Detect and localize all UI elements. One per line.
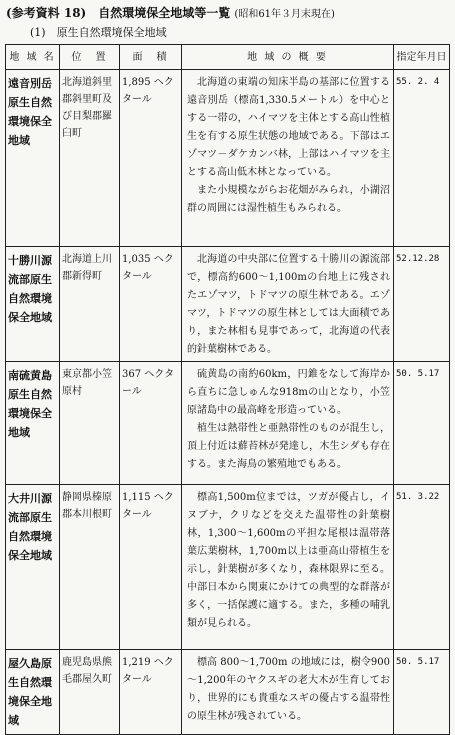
table-row — [6, 650, 450, 735]
as-of-date: (昭和61年３月末現在) — [234, 9, 335, 20]
area-location: 東京都小笠原村 — [60, 362, 120, 485]
area-size: 1,035 ヘクタール — [120, 247, 182, 362]
summary-paragraph: 硫黄島の南約60km，円錐をなして海岸から直ちに急しゅんな918mの山となり，小笠原諸島中の最高峰を形造っている。 — [187, 369, 390, 416]
area-location: 静岡県榛原郡本川根町 — [60, 485, 120, 650]
area-size: 1,219 ヘクタール — [120, 650, 182, 735]
area-name: 十勝川源流部原生自然環境保全地域 — [6, 247, 60, 362]
area-size: 1,115 ヘクタール — [120, 485, 182, 650]
designation-date: 55. 2. 4 — [394, 70, 450, 247]
area-location: 鹿児島県熊毛郡屋久町 — [60, 650, 120, 735]
table-row — [6, 247, 450, 362]
table-row — [6, 362, 450, 485]
summary-paragraph: 北海道の中央部に位置する十勝川の源流部で，標高約600～1,100mの台地上に残されたエゾマツ，トドマツの原生林である。エゾマツ，トドマツの原生林としては大面積であり，また林相も見事であって，北海道の代表的針葉樹林である。 — [187, 254, 390, 355]
area-summary — [182, 650, 394, 735]
summary-paragraph: 標高1,500m位までは，ツガが優占し，イヌブナ，クリなどを交えた温帯性の針葉樹林，1,300～1,600mの平担な尾根は温帯落葉広葉樹林，1,700m以上は亜高山帯植生を示し，針葉樹が多くなり，森林限界に至る。中部日本から関東にかけての典型的な群落が多く，一括保護に適する。また，多種の哺乳類が見られる。 — [187, 492, 390, 629]
area-name: 遠音別岳原生自然環境保全地域 — [6, 70, 60, 247]
designation-date: 52.12.28 — [394, 247, 450, 362]
document-title — [6, 4, 335, 21]
area-name: 屋久島原生自然環境保全地域 — [6, 650, 60, 735]
summary-paragraph: 北海道の東端の知床半島の基部に位置する遠音別岳（標高1,330.5メートル）を中心とする一帯の，ハイマツを主体とする高山性植生を有する原生状態の地域である。下部はエゾマツ－ダケカンバ林，上部はハイマツを主とする高山低木林となっている。 — [187, 77, 390, 178]
table-header-row — [6, 45, 450, 70]
designation-date: 50. 5.17 — [394, 362, 450, 485]
summary-paragraph: 標高 800～1,700m の地域には，樹令900～1,200年のヤクスギの老大木が生育しており，世界的にも貴重なスギの優占する温帯性の原生林が残されている。 — [187, 657, 390, 722]
table-row — [6, 485, 450, 650]
designation-date: 50. 5.17 — [394, 650, 450, 735]
table-row — [6, 70, 450, 247]
area-size: 1,895 ヘクタール — [120, 70, 182, 247]
area-location: 北海道斜里郡斜里町及び目梨郡羅臼町 — [60, 70, 120, 247]
area-size: 367 ヘクタール — [120, 362, 182, 485]
section-heading: (1) 原生自然環境保全地域 — [30, 26, 167, 39]
title-text: (参考資料 18) 自然環境保全地域等一覧 — [6, 6, 231, 20]
col-header-location: 位 置 — [60, 45, 120, 70]
col-header-area: 面 積 — [120, 45, 182, 70]
summary-paragraph: 植生は熱帯性と亜熱帯性のものが混生し，頂上付近は蘚苔林が発達し，木生シダも存在する。また海鳥の繁殖地でもある。 — [187, 423, 390, 470]
area-summary — [182, 247, 394, 362]
col-header-name: 地 域 名 — [6, 45, 60, 70]
designation-date: 51. 3.22 — [394, 485, 450, 650]
summary-paragraph: また小規模ながらお花畑がみられ，小湖沼群の周囲には湿性植生もみられる。 — [187, 185, 390, 214]
area-name: 大井川源流部原生自然環境保全地域 — [6, 485, 60, 650]
area-location: 北海道上川郡新得町 — [60, 247, 120, 362]
area-summary — [182, 485, 394, 650]
area-summary — [182, 70, 394, 247]
conservation-area-table — [5, 44, 450, 735]
col-header-date: 指定年月日 — [394, 45, 450, 70]
col-header-summary: 地 域 の 概 要 — [182, 45, 394, 70]
area-summary — [182, 362, 394, 485]
area-name: 南硫黄島原生自然環境保全地域 — [6, 362, 60, 485]
